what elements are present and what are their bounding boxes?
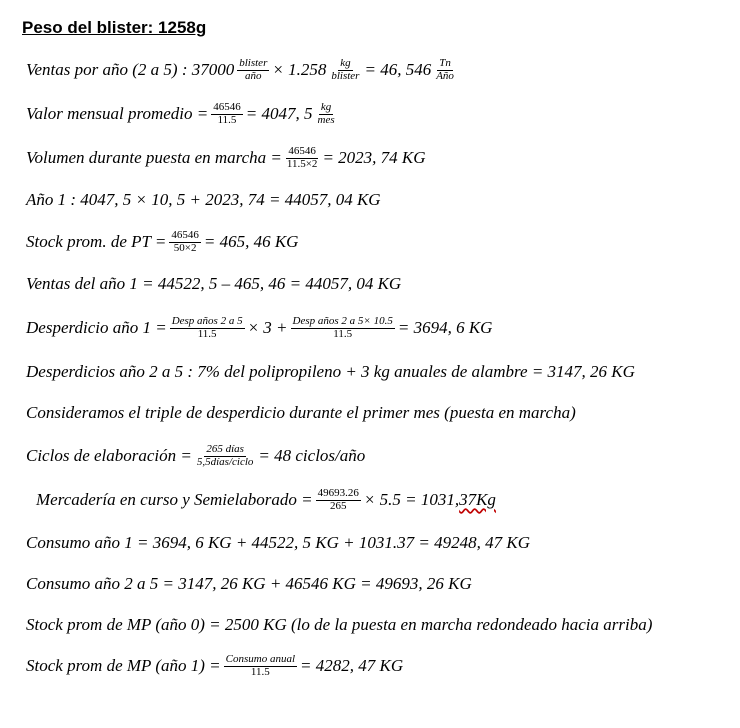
numerator: 49693.26 — [317, 487, 359, 499]
text: Stock prom. de PT = — [26, 232, 167, 252]
numerator: Desp años 2 a 5 — [171, 315, 243, 327]
fraction — [169, 230, 201, 254]
denominator: año — [245, 69, 262, 82]
numerator: Consumo anual — [225, 653, 296, 665]
consumo-anio-2-5-line — [26, 574, 472, 594]
denominator: blister — [331, 69, 360, 82]
mercaderia-en-curso-line — [36, 488, 496, 512]
denominator: mes — [317, 113, 335, 126]
text: = 3694, 6 KG — [397, 318, 493, 338]
spellcheck-underlined-text: 37Kg — [459, 490, 496, 510]
numerator: kg — [340, 57, 351, 69]
numerator: blister — [239, 57, 268, 69]
numerator: 265 días — [206, 443, 244, 455]
text: = 4282, 47 KG — [300, 656, 404, 676]
fraction — [237, 58, 269, 82]
fraction — [329, 58, 361, 82]
denominator: Año — [436, 69, 454, 82]
stock-mp-anio-0-line — [26, 615, 652, 635]
text: = 48 ciclos/año — [258, 446, 366, 466]
denominator: 11.5 — [250, 665, 270, 678]
denominator: 5,5días/ciclo — [196, 455, 254, 468]
text: Valor mensual promedio = — [26, 104, 209, 124]
numerator: Desp años 2 a 5× 10.5 — [292, 315, 393, 327]
numerator: Tn — [439, 57, 451, 69]
text: × 3 + — [247, 318, 288, 338]
ventas-anio-1-line — [26, 274, 401, 294]
triple-desperdicio-line — [26, 403, 576, 423]
numerator: 46546 — [213, 101, 241, 113]
denominator: 50×2 — [173, 241, 197, 254]
text: = 2023, 74 KG — [322, 148, 426, 168]
text: Ventas del año 1 = 44522, 5 – 465, 46 = 44057, 04 KG — [26, 274, 402, 293]
text: × 1.258 — [272, 60, 327, 80]
denominator: 11.5 — [333, 327, 353, 340]
text: Mercadería en curso y Semielaborado = — [36, 490, 313, 510]
text: Ventas por año (2 a 5) : 37000 — [26, 60, 235, 80]
numerator: kg — [320, 101, 332, 113]
desperdicio-anio-1-line — [26, 316, 492, 340]
stock-mp-anio-1-line — [26, 654, 403, 678]
fraction — [170, 316, 245, 340]
denominator: 265 — [330, 499, 347, 512]
denominator: 11.5 — [197, 327, 217, 340]
text: × 5.5 = 1031, — [363, 490, 460, 510]
stock-pt-line — [26, 230, 298, 254]
text: = 4047, 5 — [245, 104, 313, 124]
denominator: 11.5 — [217, 113, 237, 126]
document-title: Peso del blister: 1258g — [22, 18, 207, 37]
text: Año 1 : 4047, 5 × 10, 5 + 2023, 74 = 44057, 04 KG — [26, 190, 381, 209]
fraction — [291, 316, 395, 340]
anio-1-line — [26, 190, 381, 210]
text: Consumo año 2 a 5 = 3147, 26 KG + 46546 KG = 49693, 26 KG — [26, 574, 472, 593]
text: Ciclos de elaboración = — [26, 446, 192, 466]
text: Stock prom de MP (año 1) = — [26, 656, 221, 676]
text: Consideramos el triple de desperdicio durante el primer mes (puesta en marcha) — [26, 403, 576, 422]
fraction — [434, 58, 456, 82]
text: Volumen durante puesta en marcha = — [26, 148, 282, 168]
ciclos-elaboracion-line — [26, 444, 365, 468]
fraction — [195, 444, 256, 468]
text: = 465, 46 KG — [203, 232, 299, 252]
fraction — [211, 102, 243, 126]
numerator: 46546 — [171, 229, 199, 241]
consumo-anio-1-line — [26, 533, 530, 553]
text: Stock prom de MP (año 0) = 2500 KG (lo de la puesta en marcha redondeado hacia arriba) — [26, 615, 653, 634]
text: Consumo año 1 = 3694, 6 KG + 44522, 5 KG + 1031.37 = 49248, 47 KG — [26, 533, 530, 552]
denominator: 11.5×2 — [286, 157, 318, 170]
ventas-anuales-line — [26, 58, 459, 82]
valor-mensual-line — [26, 102, 340, 126]
fraction — [285, 146, 320, 170]
volumen-puesta-line — [26, 146, 426, 170]
text: = 46, 546 — [364, 60, 432, 80]
fraction — [316, 102, 337, 126]
desperdicios-anio-2-5-line — [26, 362, 635, 382]
fraction — [224, 654, 297, 678]
numerator: 46546 — [288, 145, 316, 157]
text: Desperdicios año 2 a 5 : 7% del polipropileno + 3 kg anuales de alambre = 3147, 26 KG — [26, 362, 635, 381]
text: Desperdicio año 1 = — [26, 318, 167, 338]
fraction — [316, 488, 361, 512]
